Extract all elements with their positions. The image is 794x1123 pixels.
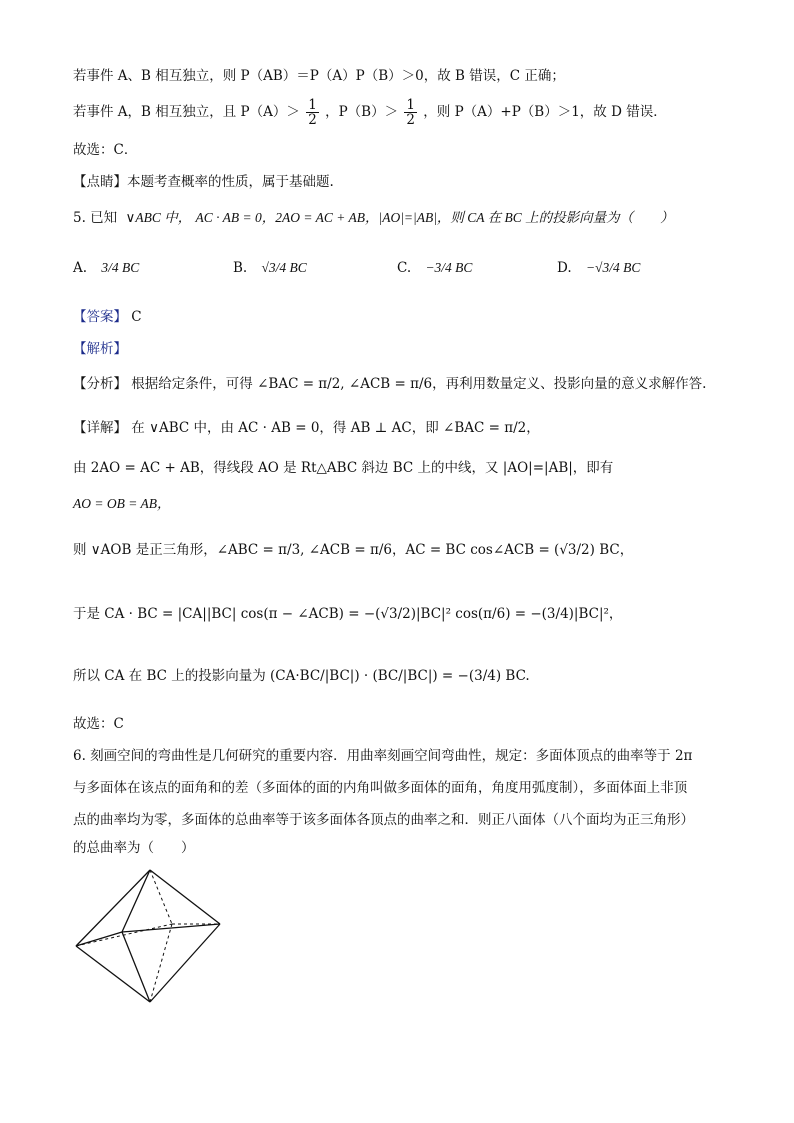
line-2-part-c: ，则 P（A）+P（B）＞1，故 D 错误． [423,104,667,120]
fenxi-tag: 【分析】 [73,376,127,392]
question-6-line-4: 的总曲率为（ ） [73,840,195,856]
option-c-label: C. [397,260,412,276]
question-6-line-2: 与多面体在该点的面角和的差（多面体的面的内角叫做多面体的面角，角度用弧度制），多面体面上非顶 [73,780,688,796]
edge-front-right [122,924,220,932]
analysis-line [73,339,127,359]
question-5-number: 5. 已知 [73,210,118,226]
edge-top-right [150,870,220,924]
answer-line [73,307,142,327]
triangle-line: 则 ∨AOB 是正三角形，∠ABC = π/3, ∠ACB = π/6，AC = BC cos∠ACB = (√3/2) BC， [73,542,634,558]
equal-segments-line: AO = OB = AB， [73,496,171,511]
text-line-4: 【点睛】本题考查概率的性质，属于基础题. [73,174,334,190]
fraction-half-2: $\frac{1}{2}$ [406,97,415,128]
option-b[interactable] [233,258,307,278]
text-line-3: 故选：C． [73,142,138,158]
option-d-value: −√3/4 BC [585,260,641,275]
line-2-part-a: 若事件 A，B 相互独立，且 P（A）＞ [73,104,300,120]
option-a-value: 3/4 BC [101,260,140,275]
text-line-1: 若事件 A、B 相互独立，则 P（AB）＝P（A）P（B）＞0，故 B 错误，C 正确； [73,68,565,84]
edge-top-front [122,870,150,932]
projection-line: 所以 CA 在 BC 上的投影向量为 (CA·BC/|BC|) · (BC/|BC|) = −(3/4) BC. [73,668,530,684]
question-5-part-b: AC · AB = 0，2AO = AC + AB，|AO|=|AB|，则 CA 在 BC 上的投影向量为（ ） [195,210,674,225]
final-answer-5: 故选：C [73,716,124,732]
option-a[interactable] [73,258,139,278]
answer-tag: 【答案】 [73,309,127,325]
fenxi-text: 根据给定条件，可得 ∠BAC = π/2, ∠ACB = π/6，再利用数量定义、投影向量的意义求解作答. [131,376,707,392]
line-2-part-b: ，P（B）＞ [325,104,399,120]
question-6-line-1: 6. 刻画空间的弯曲性是几何研究的重要内容．用曲率刻画空间弯曲性，规定：多面体顶点的曲率等于 2π [73,748,693,764]
answer-value: C [131,309,142,325]
option-b-value: √3/4 BC [261,260,307,275]
midline-line: 由 2AO = AC + AB，得线段 AO 是 Rt△ABC 斜边 BC 上的中线，又 |AO|=|AB|，即有 [73,460,614,476]
text-line-2 [73,98,667,127]
edge-bottom-right [150,924,220,1002]
option-d[interactable] [557,258,640,278]
dot-product-line: 于是 CA · BC = |CA||BC| cos(π − ∠ACB) = −(√3/2)|BC|² cos(π/6) = −(3/4)|BC|²， [73,606,623,622]
xiangjie-text: 在 ∨ABC 中，由 AC · AB = 0，得 AB ⊥ AC，即 ∠BAC = π/2， [131,420,540,436]
xiangjie-tag: 【详解】 [73,420,127,436]
option-a-label: A. [73,260,88,276]
xiangjie-line [73,418,540,438]
question-5-part-a: ABC 中， [135,210,192,225]
analysis-tag: 【解析】 [73,341,127,357]
octahedron-figure [70,862,230,1007]
option-c-value: −3/4 BC [425,260,473,275]
option-d-label: D. [557,260,572,276]
option-c[interactable] [397,258,472,278]
question-5-stem: 5. 已知 ∨ABC 中， AC · AB = 0，2AO = AC + AB，|AO|=|AB|，则 CA 在 BC 上的投影向量为（ ） [73,210,674,226]
fraction-half-1: $\frac{1}{2}$ [308,97,317,128]
fenxi-line [73,374,706,394]
option-b-label: B. [233,260,248,276]
question-6-line-3: 点的曲率均为零，多面体的总曲率等于该多面体各顶点的曲率之和．则正八面体（八个面均为正三角形） [73,812,694,828]
